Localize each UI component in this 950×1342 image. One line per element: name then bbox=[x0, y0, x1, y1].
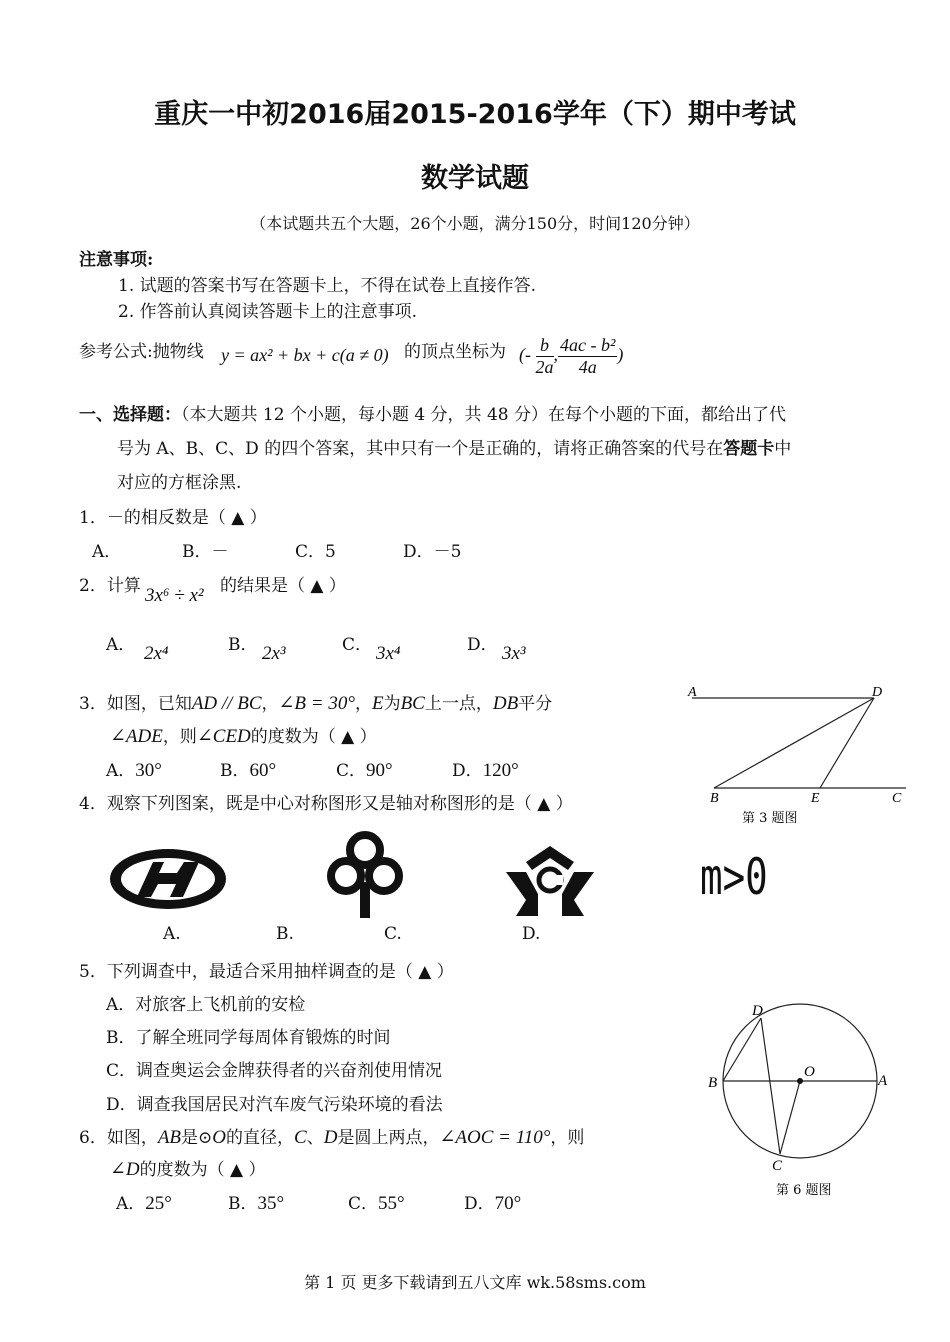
q6-stem-line1: 6．如图，AB是⊙O的直径，C、D是圆上两点，∠AOC = 110°，则 bbox=[79, 1127, 585, 1148]
fraction-4ac-b2-4a: $\frac{\text{4ac - b²}}{4a}$ bbox=[560, 335, 616, 377]
q4-label-c: C. bbox=[384, 924, 402, 944]
q3-label-d: D bbox=[872, 685, 883, 700]
q3-figure bbox=[684, 680, 914, 830]
section1-line3: 对应的方框涂黑. bbox=[117, 473, 242, 493]
q2-option-a-value: 2x⁴ bbox=[144, 643, 169, 664]
q6-label-a: A bbox=[878, 1073, 888, 1089]
handwritten-note: m>0 bbox=[700, 848, 768, 906]
q4-stem: 4．观察下列图案，既是中心对称图形又是轴对称图形的是（ ▲ ） bbox=[79, 794, 573, 814]
q2-option-c-value: 3x⁴ bbox=[376, 643, 401, 664]
formula-equation: y = ax² + bx + c(a ≠ 0) bbox=[221, 345, 389, 365]
q6-label-c: C bbox=[772, 1158, 783, 1174]
q6-figure bbox=[700, 998, 900, 1203]
q3-stem-line1: 3．如图，已知AD // BC，∠B = 30°，E为BC上一点，DB平分 bbox=[79, 693, 553, 714]
formula-vertex: (- $\frac{b}{2a}$ , $\frac{\text{4ac - b²}}{4a}$ ) bbox=[519, 335, 624, 377]
q2-option-c: C． bbox=[342, 635, 373, 655]
q5-option-c: C．调查奥运会金牌获得者的兴奋剂使用情况 bbox=[106, 1061, 443, 1081]
q1-option-b: B．－ bbox=[182, 542, 229, 562]
q2-stem-a: 2．计算 bbox=[79, 576, 141, 596]
q3-figure-caption: 第 3 题图 bbox=[742, 811, 798, 826]
q2-option-b-value: 2x³ bbox=[262, 643, 286, 664]
q3-label-b: B bbox=[710, 791, 719, 806]
q2-stem-b: 的结果是（ ▲ ） bbox=[220, 576, 346, 596]
q4-logo-c bbox=[502, 842, 598, 920]
q3-label-c: C bbox=[892, 791, 902, 806]
q6-option-b: B．35° bbox=[228, 1193, 285, 1214]
q2-option-d: D． bbox=[467, 635, 498, 655]
formula-prefix: 参考公式:抛物线 bbox=[79, 342, 204, 362]
q2-option-b: B． bbox=[228, 635, 258, 655]
q2-expression: 3x⁶ ÷ x² bbox=[145, 585, 204, 606]
q4-label-d: D. bbox=[522, 924, 541, 944]
notes-heading: 注意事项: bbox=[79, 250, 154, 270]
page-footer: 第 1 页 更多下载请到五八文库 wk.58sms.com bbox=[304, 1273, 646, 1292]
q4-label-a: A. bbox=[163, 924, 181, 944]
q6-label-o: O bbox=[804, 1064, 815, 1080]
q6-option-a: A．25° bbox=[116, 1193, 172, 1214]
q2-option-a: A． bbox=[106, 635, 136, 655]
q3-stem-line2: ∠ADE，则∠CED的度数为（ ▲ ） bbox=[110, 726, 377, 747]
q3-label-a: A bbox=[688, 685, 697, 700]
q1-option-a: A． bbox=[92, 542, 122, 562]
notes-item-2: 2. 作答前认真阅读答题卡上的注意事项. bbox=[118, 302, 418, 322]
exam-info: （本试题共五个大题，26个小题，满分150分，时间120分钟） bbox=[250, 214, 700, 233]
fraction-b-2a: $\frac{b}{2a}$ bbox=[535, 335, 554, 377]
section1-line1: 一、选择题：（本大题共 12 个小题，每小题 4 分，共 48 分）在每个小题的下面，都给出了代 bbox=[79, 405, 787, 425]
q6-label-b: B bbox=[708, 1075, 718, 1091]
q3-label-e: E bbox=[811, 791, 820, 806]
q1-stem: 1．－的相反数是（ ▲ ） bbox=[79, 508, 267, 528]
formula-mid: 的顶点坐标为 bbox=[404, 342, 506, 362]
exam-title: 重庆一中初2016届2015-2016学年（下）期中考试 bbox=[154, 99, 796, 130]
q5-option-b: B．了解全班同学每周体育锻炼的时间 bbox=[106, 1028, 391, 1048]
q3-option-b: B．60° bbox=[220, 760, 277, 781]
q4-logo-b bbox=[320, 830, 410, 920]
q1-option-c: C．5 bbox=[295, 542, 336, 562]
section1-line2: 号为 A、B、C、D 的四个答案，其中只有一个是正确的，请将正确答案的代号在答题卡中 bbox=[117, 439, 792, 459]
q2-option-d-value: 3x³ bbox=[502, 643, 526, 664]
exam-subtitle: 数学试题 bbox=[421, 163, 529, 194]
q3-option-a: A．30° bbox=[106, 760, 162, 781]
q4-logo-a bbox=[107, 845, 229, 913]
q3-option-d: D．120° bbox=[452, 760, 519, 781]
q3-option-c: C．90° bbox=[336, 760, 393, 781]
q5-option-d: D．调查我国居民对汽车废气污染环境的看法 bbox=[106, 1095, 443, 1115]
q5-stem: 5．下列调查中，最适合采用抽样调查的是（ ▲ ） bbox=[79, 962, 454, 982]
q6-option-c: C．55° bbox=[348, 1193, 405, 1214]
q5-option-a: A．对旅客上飞机前的安检 bbox=[106, 995, 306, 1015]
notes-item-1: 1. 试题的答案书写在答题卡上，不得在试卷上直接作答. bbox=[118, 276, 537, 296]
q6-stem-line2: ∠D的度数为（ ▲ ） bbox=[110, 1159, 266, 1180]
q4-label-b: B. bbox=[276, 924, 294, 944]
q6-label-d: D bbox=[752, 1003, 763, 1019]
q6-option-d: D．70° bbox=[464, 1193, 522, 1214]
q6-figure-caption: 第 6 题图 bbox=[776, 1183, 832, 1198]
q1-option-d: D．－5 bbox=[403, 542, 462, 562]
